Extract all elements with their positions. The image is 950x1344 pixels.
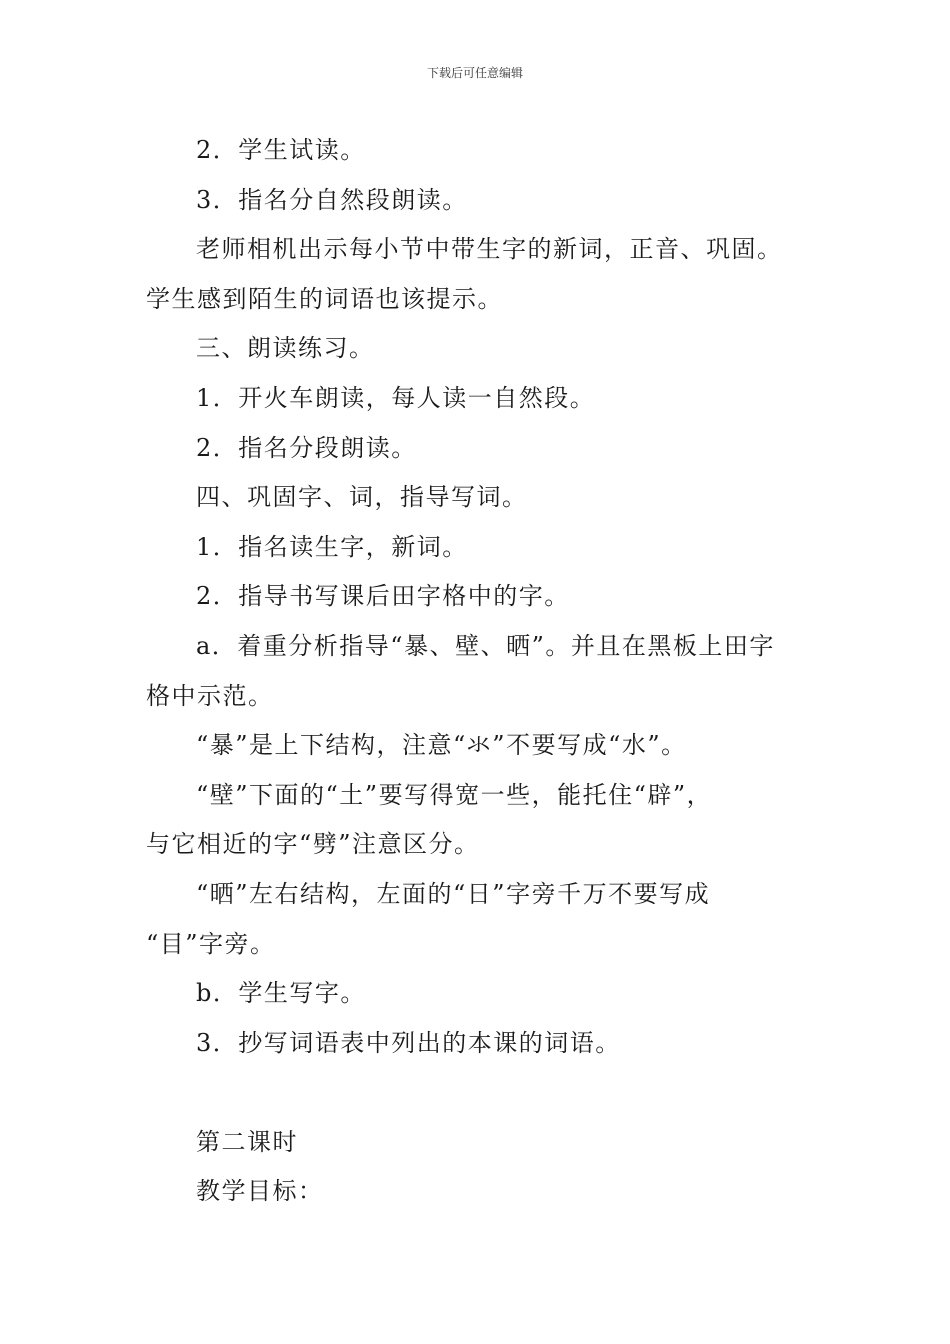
text-line: 与它相近的字“劈”注意区分。 — [146, 830, 480, 859]
text-line: 学生感到陌生的词语也该提示。 — [146, 284, 503, 313]
text-line: 1．指名读生字，新词。 — [196, 532, 468, 561]
text-line: “暴”是上下结构，注意“氺”不要写成“水”。 — [196, 731, 687, 760]
section-heading: 教学目标： — [196, 1177, 324, 1206]
text-line: 2．指名分段朗读。 — [196, 433, 417, 462]
text-line: “晒”左右结构，左面的“日”字旁千万不要写成 — [196, 879, 711, 908]
page-header: 下载后可任意编辑 — [426, 66, 523, 80]
text-line: “目”字旁。 — [146, 929, 276, 958]
section-heading: 三、朗读练习。 — [196, 334, 375, 363]
text-line: 3．抄写词语表中列出的本课的词语。 — [196, 1028, 621, 1057]
text-line: 3．指名分自然段朗读。 — [196, 185, 468, 214]
text-line: “壁”下面的“土”要写得宽一些，能托住“辟”， — [196, 780, 713, 809]
document-body — [146, 126, 816, 1217]
text-line: 2．指导书写课后田字格中的字。 — [196, 582, 570, 611]
text-line: 格中示范。 — [146, 681, 274, 710]
text-line: b．学生写字。 — [196, 979, 366, 1008]
blank-line — [146, 1068, 816, 1118]
lesson-heading: 第二课时 — [196, 1127, 298, 1156]
text-line: 2．学生试读。 — [196, 136, 366, 164]
text-line: a．着重分析指导“暴、壁、晒”。并且在黑板上田字 — [196, 631, 775, 660]
section-heading: 四、巩固字、词，指导写词。 — [196, 483, 528, 512]
text-line: 1．开火车朗读，每人读一自然段。 — [196, 383, 596, 412]
text-line: 老师相机出示每小节中带生字的新词，正音、巩固。 — [196, 235, 783, 264]
